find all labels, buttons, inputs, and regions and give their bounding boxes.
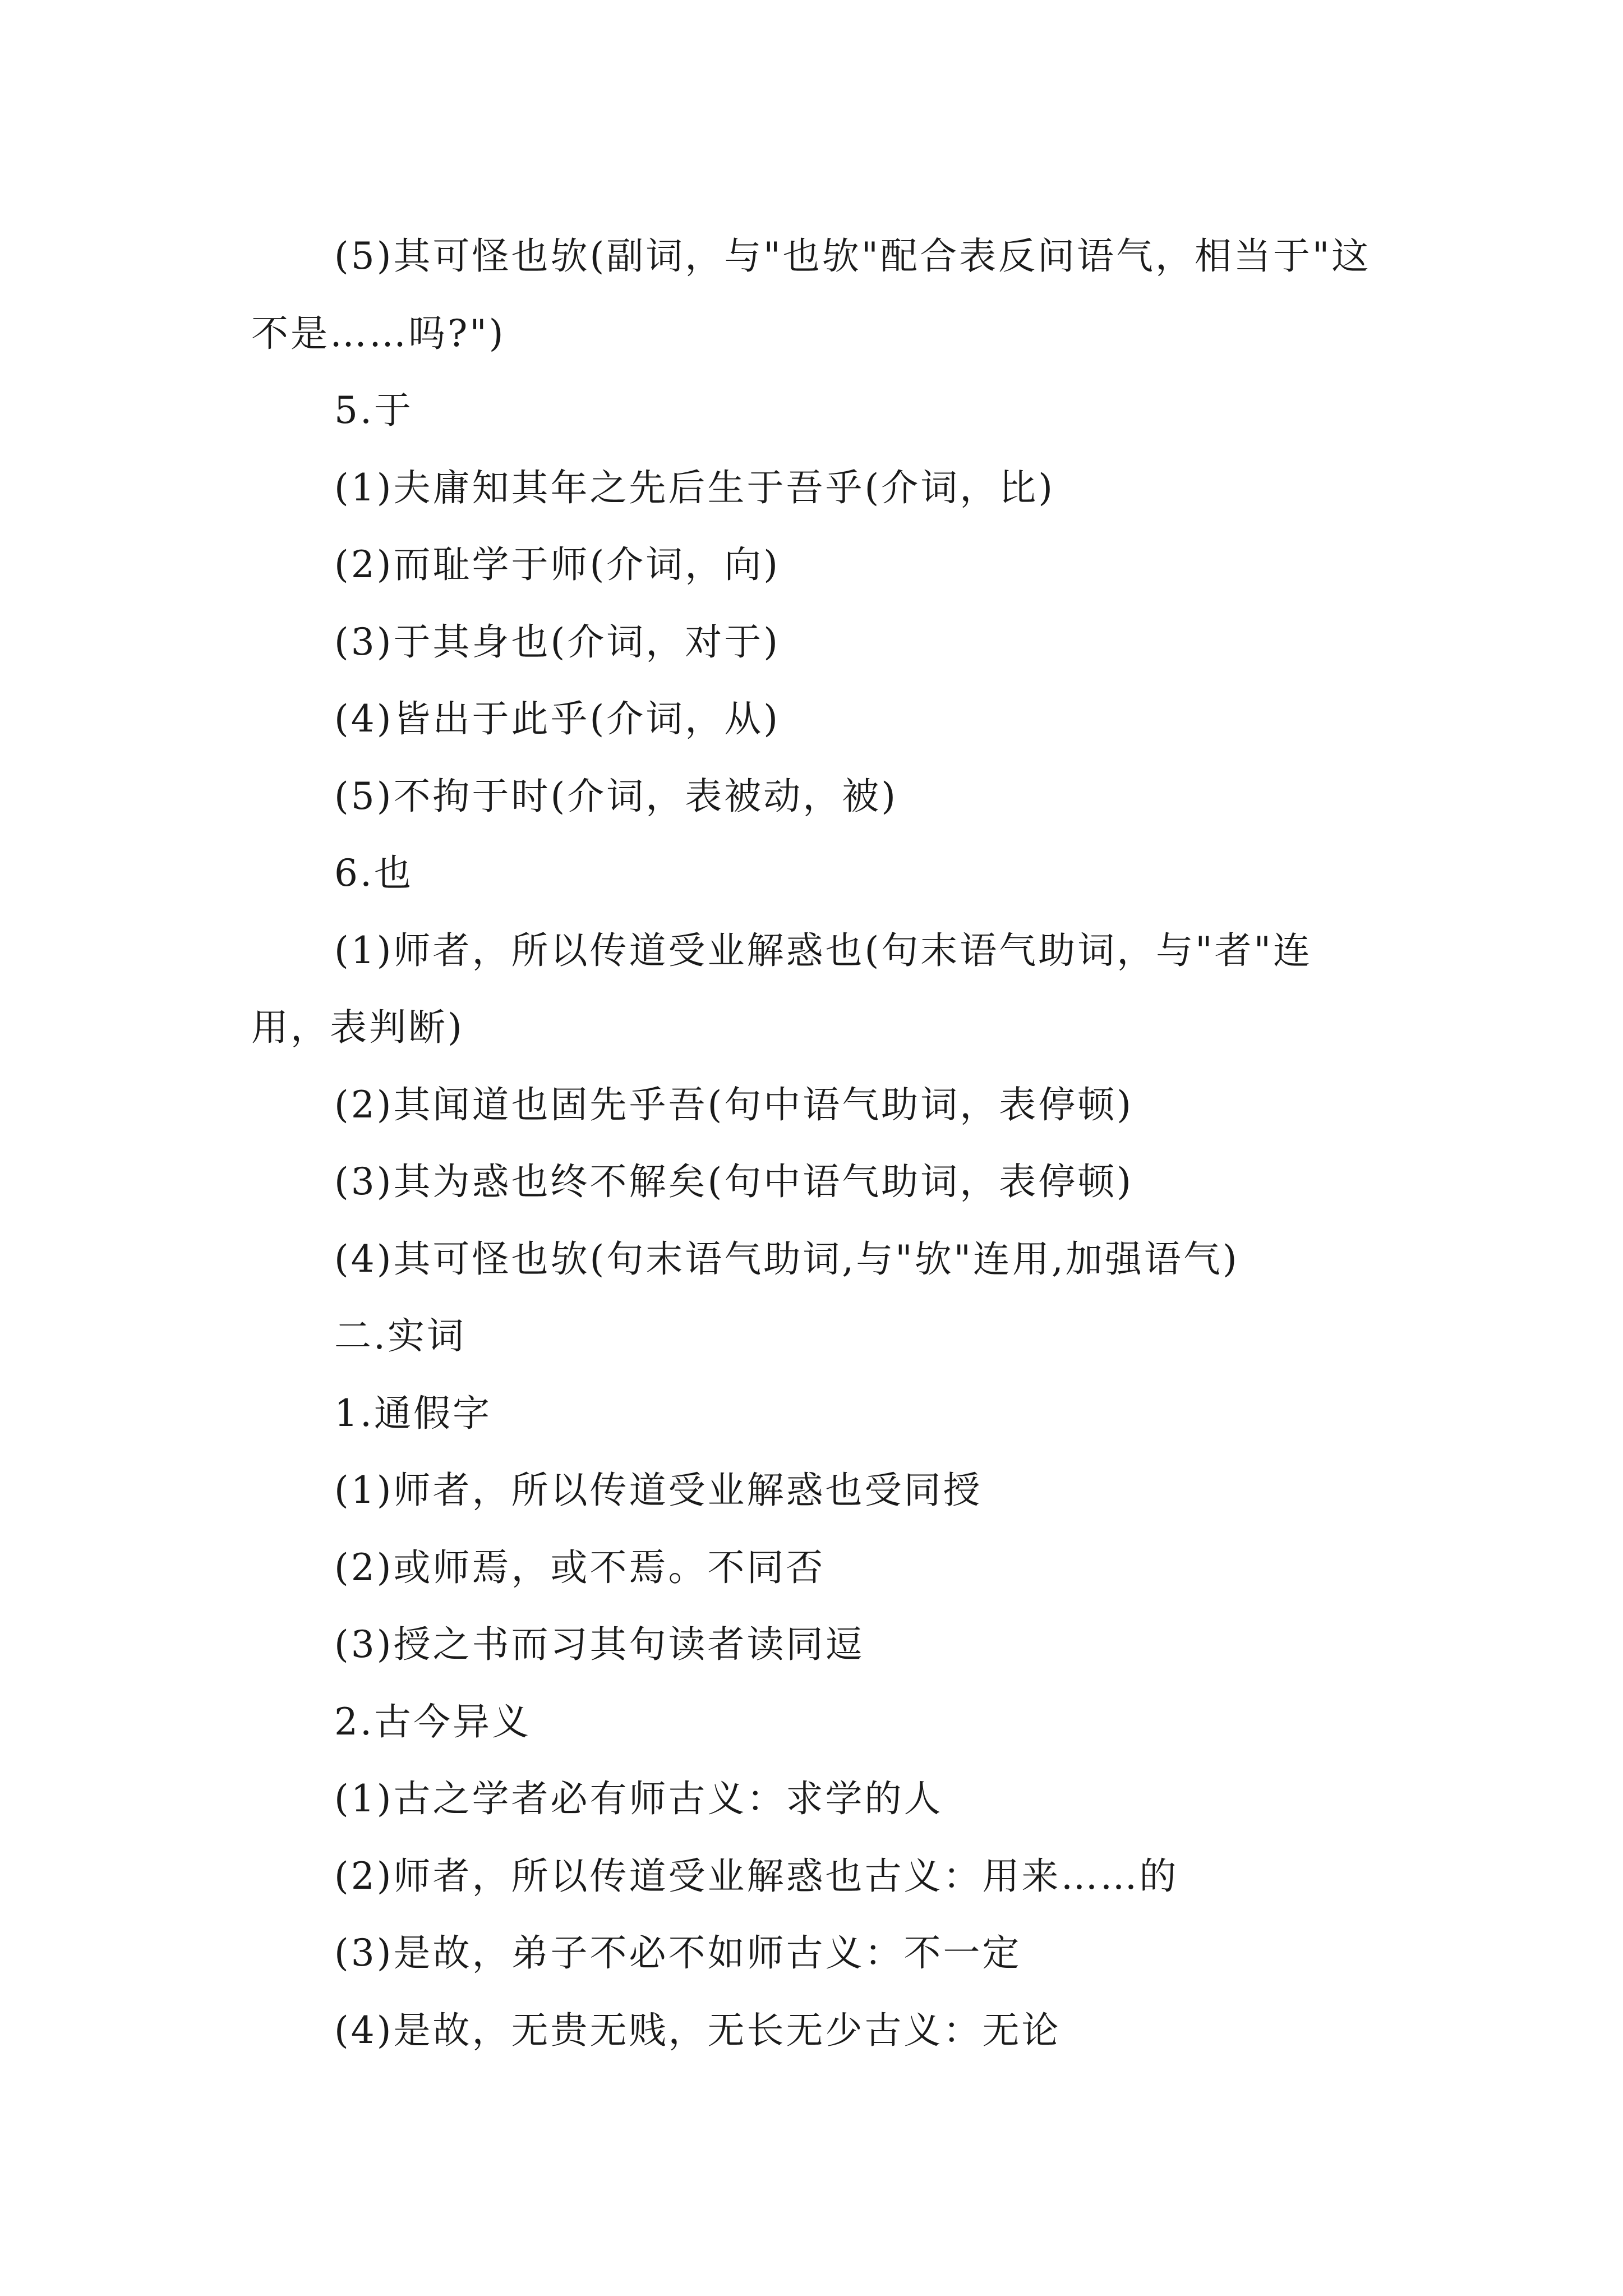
paragraph-tongjiazi-3: (3)授之书而习其句读者读同逗: [334, 1623, 865, 1666]
paragraph-yu-3: (3)于其身也(介词，对于): [334, 620, 780, 664]
paragraph-gujinyiyi-2: (2)师者，所以传道受业解惑也古义：用来……的: [334, 1854, 1179, 1898]
subsection-heading-tongjiazi: 1.通假字: [334, 1391, 492, 1435]
document-body: [251, 218, 1377, 2069]
paragraph-yu-2: (2)而耻学于师(介词，向): [334, 543, 780, 586]
paragraph-tongjiazi-1: (1)师者，所以传道受业解惑也受同授: [334, 1469, 983, 1512]
paragraph-yu-4: (4)皆出于此乎(介词，从): [334, 697, 780, 740]
paragraph-yu-1: (1)夫庸知其年之先后生于吾乎(介词，比): [334, 466, 1055, 509]
section-heading-yu: 5.于: [334, 389, 413, 432]
subsection-heading-gujinyiyi: 2.古今异义: [334, 1700, 531, 1743]
paragraph-yu-5: (5)不拘于时(介词，表被动，被): [334, 774, 898, 818]
section-heading-shici: 二.实词: [334, 1314, 466, 1358]
paragraph-ye-4: (4)其可怪也欤(句末语气助词,与"欤"连用,加强语气): [334, 1237, 1239, 1281]
paragraph-gujinyiyi-1: (1)古之学者必有师古义：求学的人: [334, 1777, 943, 1820]
paragraph-ye-1: (1)师者，所以传道受业解惑也(句末语气助词，与"者"连用，表判断): [251, 928, 1312, 1049]
paragraph-tongjiazi-2: (2)或师焉，或不焉。不同否: [334, 1545, 826, 1589]
paragraph-ye-3: (3)其为惑也终不解矣(句中语气助词，表停顿): [334, 1160, 1133, 1203]
paragraph-gujinyiyi-3: (3)是故，弟子不必不如师古义：不一定: [334, 1931, 1022, 1975]
paragraph-ye-2: (2)其闻道也固先乎吾(句中语气助词，表停顿): [334, 1083, 1133, 1126]
paragraph-gujinyiyi-4: (4)是故，无贵无贱，无长无少古义：无论: [334, 2008, 1061, 2052]
section-heading-ye: 6.也: [334, 852, 413, 895]
paragraph-5-qi-usage: (5)其可怪也欤(副词，与"也欤"配合表反问语气，相当于"这不是……吗?"): [251, 234, 1371, 355]
